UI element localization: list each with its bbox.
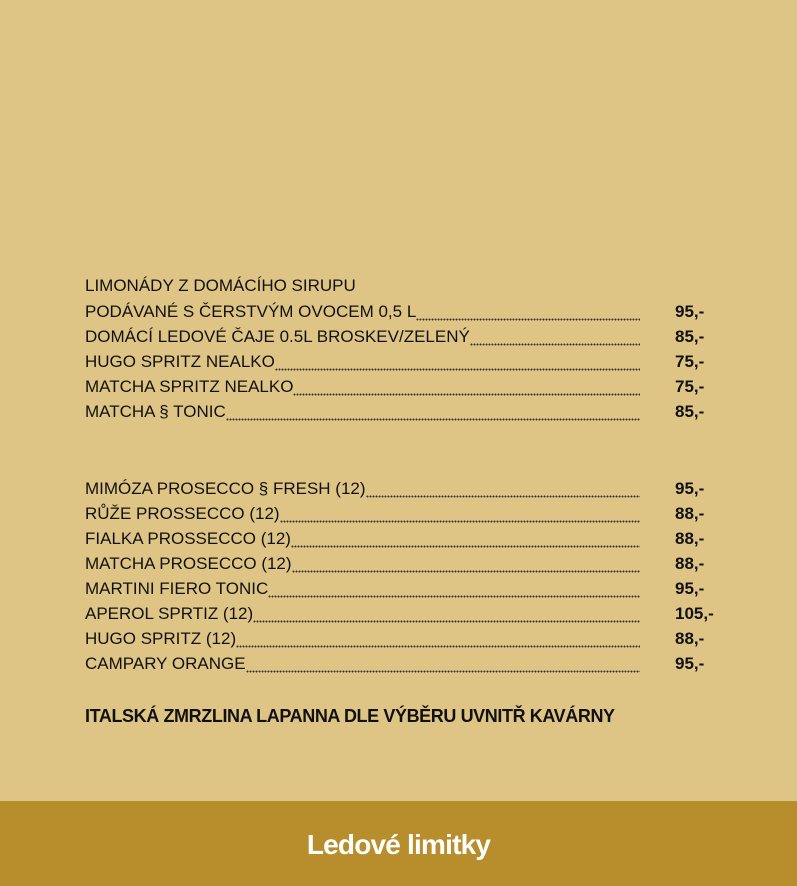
dot-leader [292, 551, 640, 577]
menu-item [85, 374, 715, 400]
menu-item [85, 526, 715, 552]
dot-leader [280, 501, 640, 527]
menu-item-name: MATCHA SPRITZ NEALKO [85, 377, 294, 396]
dot-leader [291, 526, 640, 552]
menu-item-price: 88,- [675, 529, 705, 548]
menu-item-price: 75,- [675, 377, 705, 396]
menu-item-name: MATCHA PROSECCO (12) [85, 554, 292, 573]
footer-title: Ledové limitky [306, 828, 491, 860]
menu-item-price: 95,- [675, 479, 705, 498]
dot-leader [226, 399, 640, 425]
menu-item-price: 95,- [675, 579, 705, 598]
menu-item-name: MATCHA § TONIC [85, 402, 226, 421]
dot-leader [253, 601, 640, 627]
dot-leader [268, 576, 640, 602]
menu-item [85, 601, 715, 627]
menu-item-price: 95,- [675, 302, 705, 321]
menu-item [85, 399, 715, 425]
section-heading-limonady: LIMONÁDY Z DOMÁCÍHO SIRUPU [85, 276, 356, 295]
menu-item [85, 349, 715, 375]
menu-item-name: PODÁVANÉ S ČERSTVÝM OVOCEM 0,5 L [85, 302, 417, 321]
dot-leader [366, 476, 640, 502]
menu-item-price: 88,- [675, 504, 705, 523]
menu-item-price: 105,- [675, 604, 714, 623]
menu-item-name: HUGO SPRITZ (12) [85, 629, 237, 648]
menu-item [85, 324, 715, 350]
dot-leader [246, 651, 640, 677]
menu-item-name: HUGO SPRITZ NEALKO [85, 352, 275, 371]
dot-leader [236, 626, 640, 652]
menu-item [85, 626, 715, 652]
menu-item-price: 85,- [675, 327, 705, 346]
menu-item-name: CAMPARY ORANGE [85, 654, 246, 673]
menu-item-name: DOMÁCÍ LEDOVÉ ČAJE 0.5L BROSKEV/ZELENÝ [85, 327, 470, 346]
footer-banner [0, 801, 797, 886]
menu-item [85, 501, 715, 527]
dot-leader [275, 349, 640, 375]
menu-item-price: 85,- [675, 402, 705, 421]
menu-item-price: 75,- [675, 352, 705, 371]
menu-item [85, 651, 715, 677]
menu-item-name: APEROL SPRTIZ (12) [85, 604, 254, 623]
menu-item-name: MIMÓZA PROSECCO § FRESH (12) [85, 479, 366, 498]
dot-leader [416, 299, 640, 325]
menu-item [85, 476, 715, 502]
dot-leader [293, 374, 640, 400]
menu-item [85, 576, 715, 602]
menu-item-price: 88,- [675, 554, 705, 573]
menu-item-name: MARTINI FIERO TONIC [85, 579, 269, 598]
menu-item-name: FIALKA PROSSECCO (12) [85, 529, 291, 548]
dot-leader [470, 324, 640, 350]
menu-item-price: 88,- [675, 629, 705, 648]
menu-item-price: 95,- [675, 654, 705, 673]
gelato-note: ITALSKÁ ZMRZLINA LAPANNA DLE VÝBĚRU UVNITŘ KAVÁRNY [85, 706, 615, 726]
menu-item [85, 551, 715, 577]
menu-item [85, 299, 715, 325]
menu-item-name: RŮŽE PROSSECCO (12) [85, 504, 280, 523]
